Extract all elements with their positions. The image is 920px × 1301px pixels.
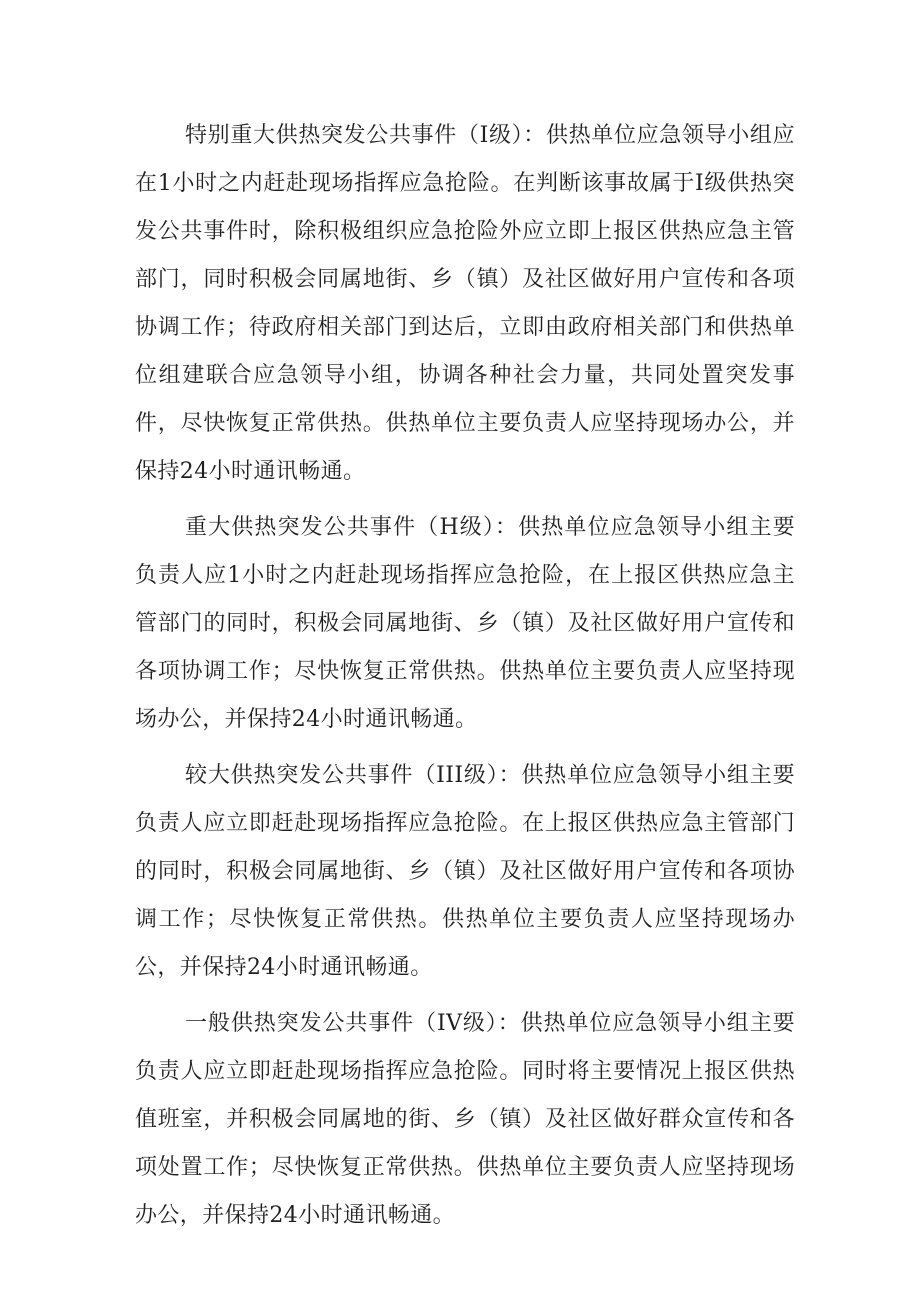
paragraph-level-3: 较大供热突发公共事件（III级）：供热单位应急领导小组主要负责人应立即赶赴现场指挥应急抢险。在上报区供热应急主管部门的同时，积极会同属地街、乡（镇）及社区做好用户宣传和各项协调工作；尽快恢复正常供热。供热单位主要负责人应坚持现场办公，并保持24小时通讯畅通。 [135, 763, 795, 980]
paragraph-level-4: 一般供热突发公共事件（IV级）：供热单位应急领导小组主要负责人应立即赶赴现场指挥应急抢险。同时将主要情况上报区供热值班室，并积极会同属地的街、乡（镇）及社区做好群众宣传和各项处置工作；尽快恢复正常供热。供热单位主要负责人应坚持现场办公，并保持24小时通讯畅通。 [135, 1011, 795, 1228]
paragraph-level-2: 重大供热突发公共事件（H级）：供热单位应急领导小组主要负责人应1小时之内赶赴现场指挥应急抢险，在上报区供热应急主管部门的同时，积极会同属地街、乡（镇）及社区做好用户宣传和各项协调工作；尽快恢复正常供热。供热单位主要负责人应坚持现场办公，并保持24小时通讯畅通。 [135, 515, 795, 732]
document-body [0, 112, 920, 1248]
paragraph-level-1: 特别重大供热突发公共事件（I级）：供热单位应急领导小组应在1小时之内赶赴现场指挥应急抢险。在判断该事故属于I级供热突发公共事件时，除积极组织应急抢险外应立即上报区供热应急主管部门，同时积极会同属地街、乡（镇）及社区做好用户宣传和各项协调工作；待政府相关部门到达后，立即由政府相关部门和供热单位组建联合应急领导小组，协调各种社会力量，共同处置突发事件，尽快恢复正常供热。供热单位主要负责人应坚持现场办公，并保持24小时通讯畅通。 [135, 123, 795, 484]
